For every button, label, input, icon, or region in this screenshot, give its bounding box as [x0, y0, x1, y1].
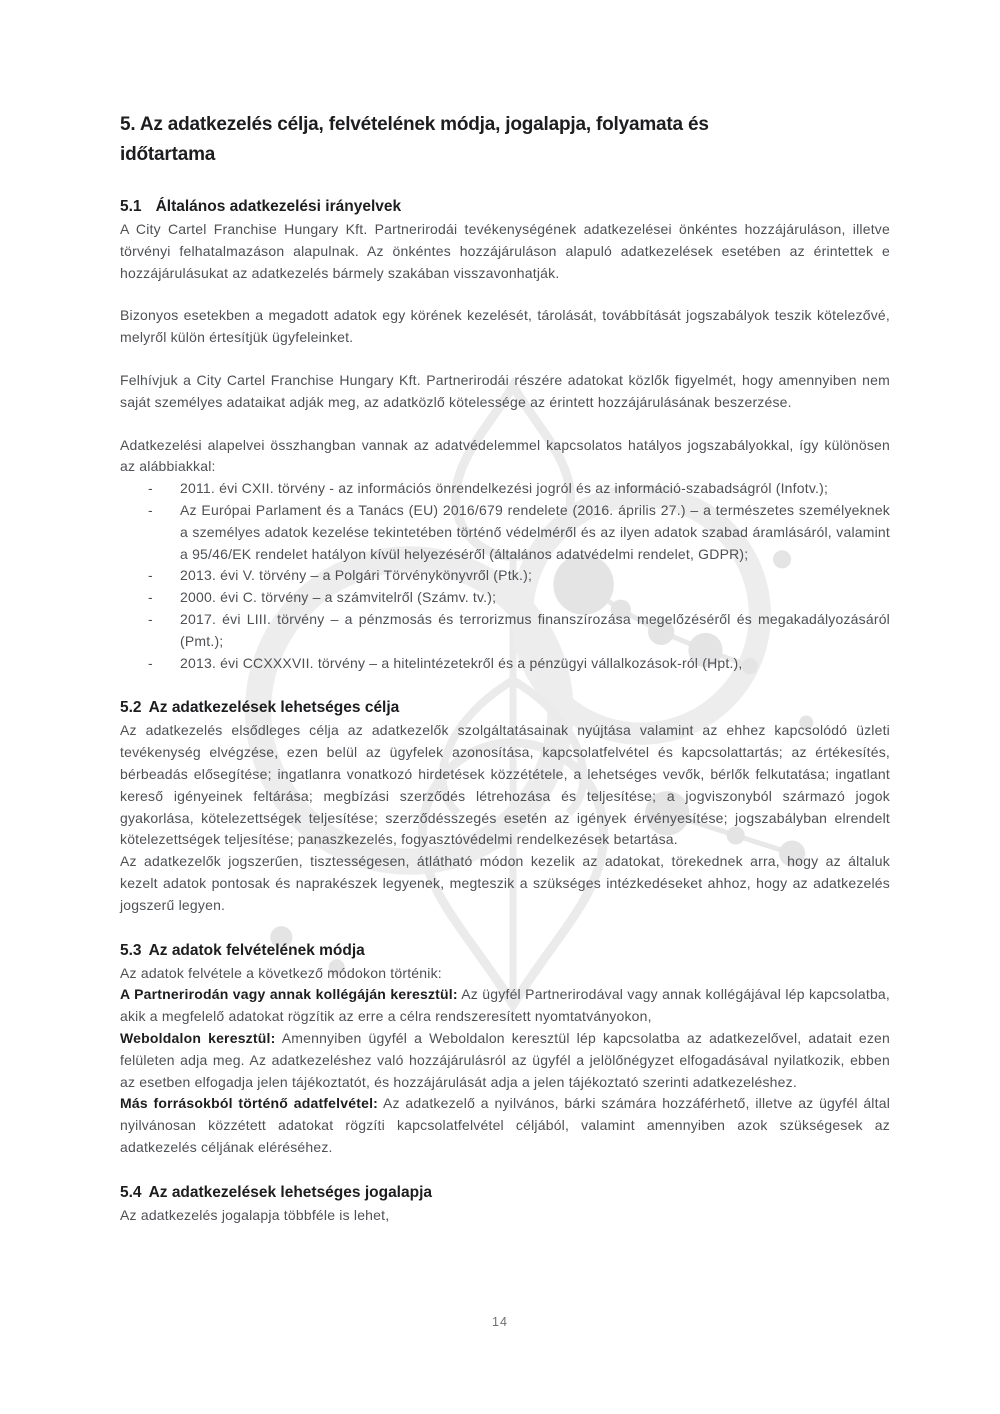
law-item	[120, 565, 890, 587]
bullet-marker: -	[148, 589, 153, 606]
law-item-text: 2017. évi LIII. törvény – a pénzmosás és terrorizmus finanszírozása megelőzéséről és megakadályozásáról (Pmt.);	[180, 610, 890, 649]
page-title	[120, 110, 890, 170]
bullet-marker: -	[148, 567, 153, 584]
law-item-text: Az Európai Parlament és a Tanács (EU) 2016/679 rendelete (2016. április 27.) – a természetes személyeknek a személyes adatok kezelése tekintetében történő védelméről és az ilyen adatok szabad áramlásáról, valamint a 95/46/EK rendelet hatályon kívül helyezéséről (általános adatvédelmi rendelet, GDPR);	[180, 501, 890, 562]
bullet-marker: -	[148, 654, 153, 671]
laws-list	[120, 478, 890, 674]
section-title: Az adatkezelések lehetséges jogalapja	[148, 1183, 433, 1201]
page-title-line1: 5. Az adatkezelés célja, felvételének módja, jogalapja, folyamata és	[120, 114, 709, 135]
section-number: 5.4	[120, 1183, 142, 1201]
law-item	[120, 587, 890, 609]
paragraph	[120, 1028, 890, 1093]
method-text: Amennyiben ügyfél a Weboldalon keresztül lép kapcsolatba az adatkezelővel, adatait ezen felületen adja meg. Az adatkezeléshez való hozzájárulásról az ügyfél a jelölőnégyzet elfogadásával nyilatkozik, ebben az esetben elfogadja jelen tájékoztatót, és hozzájárulását adja a jelen tájékoztató szerinti adatkezeléshez.	[120, 1029, 890, 1090]
paragraph: Adatkezelési alapelvei összhangban vannak az adatvédelemmel kapcsolatos hatályos jogszabályokkal, így különösen az alábbiakkal:	[120, 436, 890, 475]
bullet-marker: -	[148, 501, 153, 518]
section-number: 5.2	[120, 699, 142, 717]
method-lead: A Partnerirodán vagy annak kollégáján keresztül:	[120, 986, 458, 1003]
section-heading-5-2	[120, 698, 890, 717]
paragraph: Az adatkezelés elsődleges célja az adatkezelők szolgáltatásainak nyújtása valamint az ehhez kapcsolódó üzleti tevékenység elvégzése, ezen belül az ügyfelek azonosítása, kapcsolatfelvétel és kapcsolattartás; az értékesítés, bérbeadás elősegítése; ingatlanra vonatkozó hirdetések közzététele, a lehetséges vevők, bérlők felkutatása; ingatlant kereső igényeinek feltárása; megbízási szerződés létrehozása és teljesítése; a jogviszonyból származó jogok gyakorlása, kötelezettségek teljesítése; szerződésszegés esetén az igények érvényesítése; jogszabályban elrendelt kötelezettségek teljesítése; panaszkezelés, fogyasztóvédelmi rendelkezések betartása.	[120, 722, 890, 848]
law-item	[120, 609, 890, 653]
bullet-marker: -	[148, 480, 153, 497]
paragraph: Az adatok felvétele a következő módokon történik:	[120, 964, 442, 981]
law-item	[120, 500, 890, 565]
law-item	[120, 653, 890, 675]
law-item	[120, 478, 890, 500]
page-number: 14	[492, 1315, 508, 1329]
document-body	[120, 110, 890, 1226]
paragraph: Felhívjuk a City Cartel Franchise Hungary Kft. Partnerirodái részére adatokat közlők figyelmét, hogy amennyiben nem saját személyes adataikat adják meg, az adatközlő kötelessége az érintett hozzájárulásának beszerzése.	[120, 371, 890, 410]
paragraph: Bizonyos esetekben a megadott adatok egy körének kezelését, tárolását, továbbítását jogszabályok teszik kötelezővé, melyről külön értesítjük ügyfeleinket.	[120, 307, 890, 346]
method-lead: Weboldalon keresztül:	[120, 1029, 276, 1046]
section-title: Az adatkezelések lehetséges célja	[148, 699, 400, 717]
paragraph	[120, 1093, 890, 1158]
law-item-text: 2011. évi CXII. törvény - az információs önrendelkezési jogról és az információ-szabadságról (Infotv.);	[180, 480, 829, 497]
section-heading-5-1	[120, 197, 890, 216]
method-lead: Más forrásokból történő adatfelvétel:	[120, 1095, 379, 1112]
section-title: Az adatok felvételének módja	[148, 941, 365, 959]
section-number: 5.3	[120, 941, 142, 959]
paragraph	[120, 984, 890, 1028]
paragraph: Az adatkezelés jogalapja többféle is lehet,	[120, 1206, 390, 1223]
law-item-text: 2013. évi V. törvény – a Polgári Törvénykönyvről (Ptk.);	[180, 567, 533, 584]
law-item-text: 2013. évi CCXXXVII. törvény – a hitelintézetekről és a pénzügyi vállalkozások-ról (Hpt.),	[180, 654, 743, 671]
section-heading-5-3	[120, 941, 890, 960]
section-heading-5-4	[120, 1183, 890, 1202]
paragraph: A City Cartel Franchise Hungary Kft. Partnerirodái tevékenységének adatkezelései önkéntes hozzájáruláson, illetve törvényi felhatalmazáson alapulnak. Az önkéntes hozzájáruláson alapuló adatkezelések esetében az érintettek e hozzájárulásukat az adatkezelés bármely szakában visszavonhatják.	[120, 221, 890, 281]
bullet-marker: -	[148, 610, 153, 627]
paragraph: Az adatkezelők jogszerűen, tisztességesen, átlátható módon kezelik az adatokat, törekednek arra, hogy az általuk kezelt adatok pontosak és naprakészek legyenek, megteszik a szükséges intézkedéseket ahhoz, hogy az adatkezelés jogszerű legyen.	[120, 853, 890, 913]
law-item-text: 2000. évi C. törvény – a számvitelről (Számv. tv.);	[180, 589, 497, 606]
section-title: Általános adatkezelési irányelvek	[155, 198, 402, 215]
page-title-line2: időtartama	[120, 144, 216, 165]
section-number: 5.1	[120, 198, 142, 215]
method-text: Az ügyfél Partnerirodával vagy annak kollégájával lép kapcsolatba, akik a megfelelő adatokat rögzítik az erre a célra rendszeresített nyomtatványokon,	[120, 986, 891, 1025]
method-text: Az adatkezelő a nyilvános, bárki számára hozzáférhető, illetve az ügyfél által nyilvánosan közzétett adatokat rögzíti kapcsolatfelvétel céljából, valamint amennyiben azok szükségesek az adatkezelés céljának eléréséhez.	[120, 1095, 891, 1155]
